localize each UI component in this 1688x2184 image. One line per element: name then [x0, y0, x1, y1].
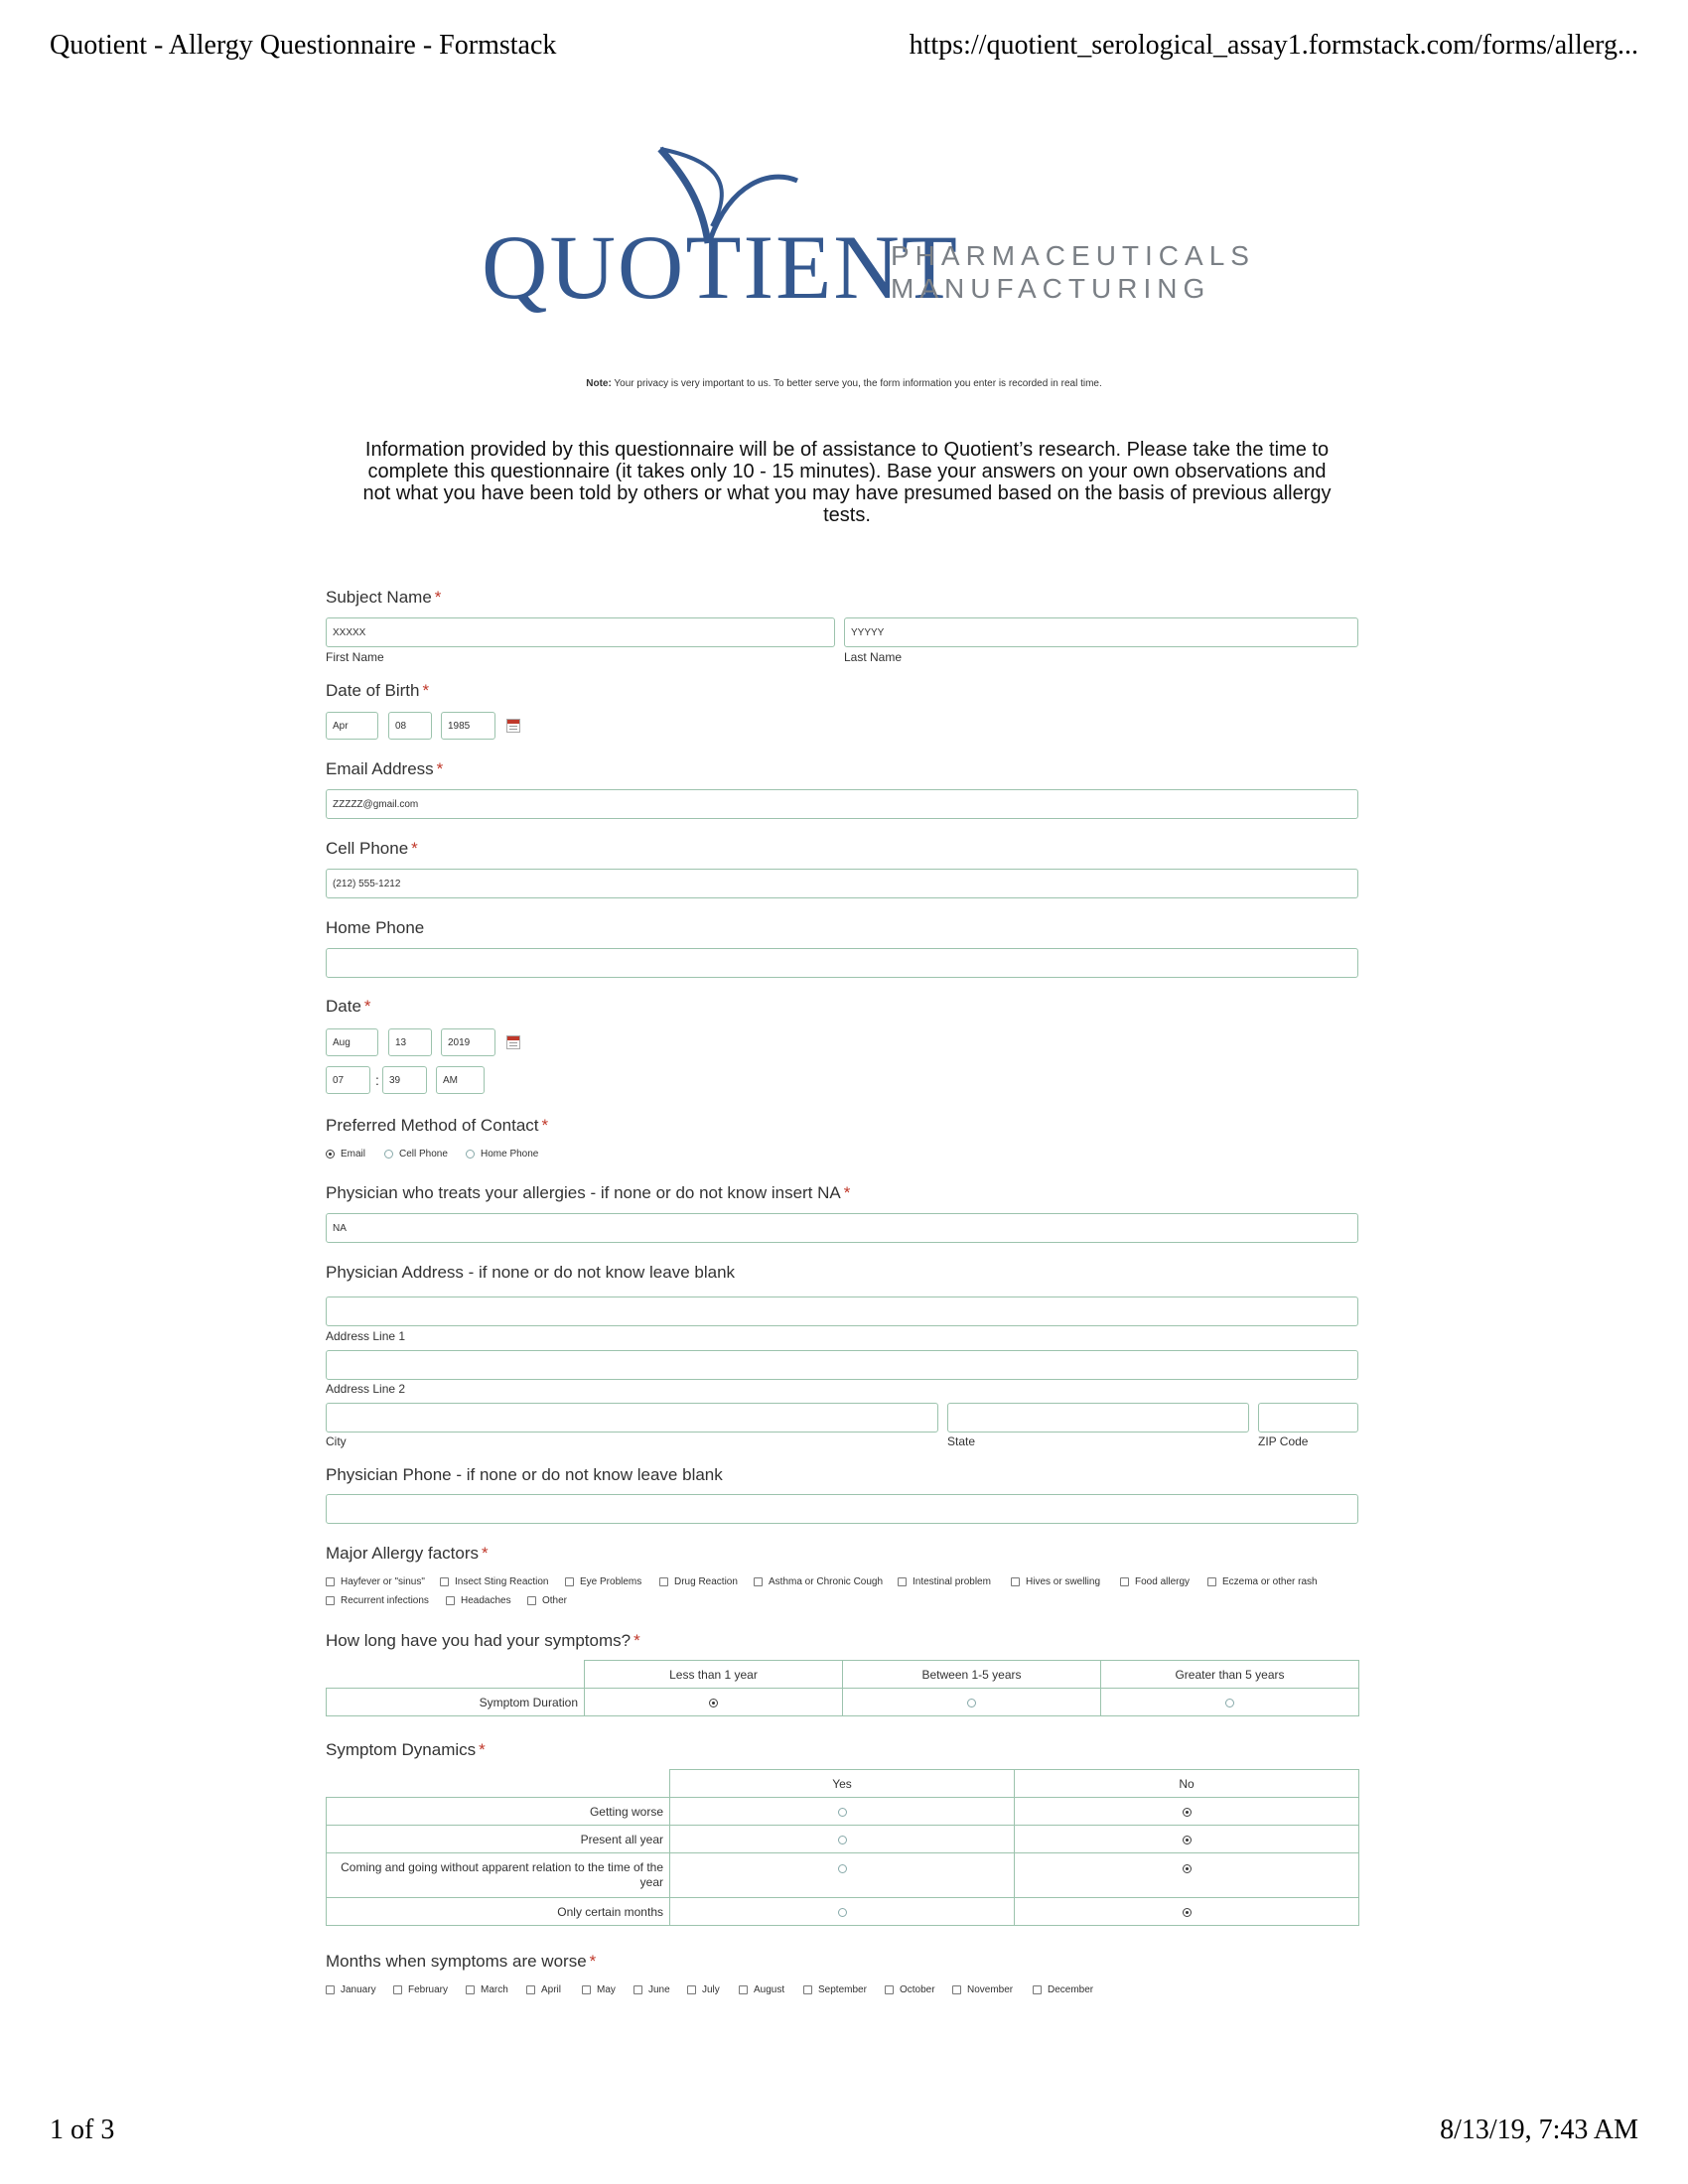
print-footer	[50, 2115, 1638, 2146]
physician-label: Physician who treats your allergies - if none or do not know insert NA *	[326, 1183, 851, 1202]
matrix-corner	[327, 1661, 585, 1689]
physician-phone-label: Physician Phone - if none or do not know leave blank	[326, 1465, 723, 1484]
month-checkbox[interactable]	[393, 1985, 402, 1994]
dynamics-col-header: Yes	[670, 1770, 1015, 1798]
address-line1-sublabel: Address Line 1	[326, 1329, 406, 1343]
month-option[interactable]: November	[952, 1984, 1013, 1995]
subject-name-label: Subject Name *	[326, 588, 442, 607]
duration-radio-1to5[interactable]	[967, 1699, 976, 1707]
factor-option[interactable]: Eye Problems	[565, 1576, 641, 1587]
privacy-note-label: Note:	[586, 378, 612, 389]
privacy-note-text: Your privacy is very important to us. To better serve you, the form information you enter is recorded in real time.	[611, 378, 1102, 389]
factor-option[interactable]: Insect Sting Reaction	[440, 1576, 549, 1587]
dynamics-row-label: Coming and going without apparent relation to the time of the year	[327, 1853, 670, 1898]
dynamics-row-label: Getting worse	[327, 1798, 670, 1826]
print-header	[50, 30, 1638, 62]
city-sublabel: City	[326, 1434, 347, 1448]
factor-checkbox[interactable]	[1207, 1577, 1216, 1586]
quotient-logo	[482, 149, 1255, 318]
month-checkbox[interactable]	[952, 1985, 961, 1994]
month-option[interactable]: February	[393, 1984, 448, 1995]
first-name-input[interactable]	[326, 617, 835, 647]
email-label: Email Address *	[326, 759, 444, 778]
dynamics-col-header: No	[1015, 1770, 1359, 1798]
factor-option[interactable]: Asthma or Chronic Cough	[754, 1576, 883, 1587]
city-input[interactable]	[326, 1403, 938, 1433]
duration-radio-lt1[interactable]	[709, 1699, 718, 1707]
contact-option-cell[interactable]: Cell Phone	[384, 1149, 448, 1160]
cell-phone-input[interactable]	[326, 869, 1358, 898]
privacy-note	[0, 378, 1688, 389]
duration-row-label: Symptom Duration	[327, 1689, 585, 1716]
dynamics-cell[interactable]	[1015, 1798, 1359, 1826]
time-ampm-select[interactable]	[436, 1066, 485, 1094]
address-line2-sublabel: Address Line 2	[326, 1382, 406, 1396]
dynamics-row-label: Only certain months	[327, 1898, 670, 1926]
table-row	[327, 1689, 1359, 1716]
contact-radio-home[interactable]	[466, 1150, 475, 1159]
symptom-duration-label: How long have you had your symptoms? *	[326, 1631, 640, 1650]
month-option[interactable]: April	[526, 1984, 561, 1995]
month-checkbox[interactable]	[1033, 1985, 1042, 1994]
table-row	[327, 1853, 1359, 1898]
physician-phone-input[interactable]	[326, 1494, 1358, 1524]
month-checkbox[interactable]	[687, 1985, 696, 1994]
page-number: 1 of 3	[50, 2115, 115, 2145]
contact-option-email[interactable]: Email	[326, 1149, 365, 1160]
cell-phone-label: Cell Phone *	[326, 839, 418, 858]
date-day-input[interactable]	[388, 1028, 432, 1056]
duration-cell[interactable]	[585, 1689, 843, 1716]
matrix-corner	[327, 1770, 670, 1798]
page-url: https://quotient_serological_assay1.formstack.com/forms/allerg...	[909, 30, 1638, 61]
factor-option[interactable]: Recurrent infections	[326, 1595, 429, 1606]
dynamics-cell[interactable]	[1015, 1853, 1359, 1898]
factor-checkbox[interactable]	[326, 1577, 335, 1586]
dynamics-radio-no[interactable]	[1183, 1864, 1192, 1873]
contact-option-home[interactable]: Home Phone	[466, 1149, 538, 1160]
address-line2-input[interactable]	[326, 1350, 1358, 1380]
factor-checkbox[interactable]	[446, 1596, 455, 1605]
month-option[interactable]: March	[466, 1984, 508, 1995]
duration-col-header: Greater than 5 years	[1101, 1661, 1359, 1689]
state-sublabel: State	[947, 1434, 976, 1448]
dynamics-cell[interactable]	[670, 1898, 1015, 1926]
factor-checkbox[interactable]	[326, 1596, 335, 1605]
dob-label: Date of Birth *	[326, 681, 430, 700]
month-checkbox[interactable]	[739, 1985, 748, 1994]
email-input[interactable]	[326, 789, 1358, 819]
dynamics-matrix	[326, 1769, 1359, 1926]
month-checkbox[interactable]	[466, 1985, 475, 1994]
duration-radio-gt5[interactable]	[1225, 1699, 1234, 1707]
factor-option[interactable]: Food allergy	[1120, 1576, 1190, 1587]
factor-checkbox[interactable]	[1120, 1577, 1129, 1586]
month-checkbox[interactable]	[803, 1985, 812, 1994]
table-row	[327, 1798, 1359, 1826]
last-name-sublabel: Last Name	[844, 650, 903, 664]
dob-year-input[interactable]	[441, 712, 495, 740]
dynamics-cell[interactable]	[670, 1826, 1015, 1853]
zip-sublabel: ZIP Code	[1258, 1434, 1309, 1448]
address-line1-input[interactable]	[326, 1297, 1358, 1326]
time-minute-input[interactable]	[382, 1066, 427, 1094]
dob-month-input[interactable]	[326, 712, 378, 740]
zip-input[interactable]	[1258, 1403, 1358, 1433]
home-phone-label: Home Phone	[326, 918, 425, 937]
logo-word: QUOTIENT	[482, 216, 959, 318]
allergy-factors-label: Major Allergy factors *	[326, 1544, 489, 1563]
print-timestamp: 8/13/19, 7:43 AM	[1440, 2115, 1638, 2145]
factor-option[interactable]: Hives or swelling	[1011, 1576, 1100, 1587]
time-hour-input[interactable]	[326, 1066, 370, 1094]
factor-checkbox[interactable]	[440, 1577, 449, 1586]
month-option[interactable]: September	[803, 1984, 867, 1995]
dob-calendar-icon[interactable]	[506, 719, 520, 733]
state-select[interactable]	[947, 1403, 1249, 1433]
month-option[interactable]: May	[582, 1984, 616, 1995]
factor-option[interactable]: Eczema or other rash	[1207, 1576, 1318, 1587]
factor-option[interactable]: Drug Reaction	[659, 1576, 738, 1587]
contact-radio-cell[interactable]	[384, 1150, 393, 1159]
factor-checkbox[interactable]	[565, 1577, 574, 1586]
physician-input[interactable]	[326, 1213, 1358, 1243]
duration-col-header: Less than 1 year	[585, 1661, 843, 1689]
month-checkbox[interactable]	[526, 1985, 535, 1994]
dob-day-input[interactable]	[388, 712, 432, 740]
physician-address-label: Physician Address - if none or do not know leave blank	[326, 1263, 736, 1282]
factor-checkbox[interactable]	[659, 1577, 668, 1586]
page-title: Quotient - Allergy Questionnaire - Formstack	[50, 30, 557, 61]
month-option[interactable]: July	[687, 1984, 720, 1995]
contact-method-label: Preferred Method of Contact *	[326, 1116, 549, 1135]
last-name-input[interactable]	[844, 617, 1358, 647]
month-option[interactable]: December	[1033, 1984, 1093, 1995]
intro-text: Information provided by this questionnaire will be of assistance to Quotient’s research. Please take the time to complete this questionnaire (it takes only 10 - 15 minutes). Base your answers on your own observations and not what you have been told by others or what you may have presumed based on the basis of previous allergy tests.	[362, 439, 1332, 526]
factor-option[interactable]: Headaches	[446, 1595, 511, 1606]
symptom-dynamics-label: Symptom Dynamics *	[326, 1740, 486, 1759]
factor-checkbox[interactable]	[898, 1577, 907, 1586]
duration-matrix	[326, 1660, 1359, 1716]
contact-radio-email[interactable]	[326, 1150, 335, 1159]
dynamics-radio-yes[interactable]	[838, 1864, 847, 1873]
duration-cell[interactable]	[1101, 1689, 1359, 1716]
month-option[interactable]: August	[739, 1984, 784, 1995]
home-phone-input[interactable]	[326, 948, 1358, 978]
factor-option[interactable]: Other	[527, 1595, 567, 1606]
dynamics-radio-no[interactable]	[1183, 1836, 1192, 1844]
factor-option[interactable]: Intestinal problem	[898, 1576, 991, 1587]
dynamics-cell[interactable]	[1015, 1898, 1359, 1926]
factor-checkbox[interactable]	[527, 1596, 536, 1605]
month-checkbox[interactable]	[633, 1985, 642, 1994]
date-calendar-icon[interactable]	[506, 1035, 520, 1049]
month-checkbox[interactable]	[885, 1985, 894, 1994]
logo-line-1: PHARMACEUTICALS	[891, 240, 1255, 271]
factor-checkbox[interactable]	[1011, 1577, 1020, 1586]
dynamics-radio-no[interactable]	[1183, 1808, 1192, 1817]
table-row	[327, 1826, 1359, 1853]
dynamics-radio-yes[interactable]	[838, 1836, 847, 1844]
factor-option[interactable]: Hayfever or "sinus"	[326, 1576, 425, 1587]
dynamics-cell[interactable]	[670, 1798, 1015, 1826]
date-month-input[interactable]	[326, 1028, 378, 1056]
duration-col-header: Between 1-5 years	[843, 1661, 1101, 1689]
month-option[interactable]: October	[885, 1984, 935, 1995]
dynamics-row-label: Present all year	[327, 1826, 670, 1853]
first-name-sublabel: First Name	[326, 650, 384, 664]
month-option[interactable]: January	[326, 1984, 376, 1995]
time-colon: :	[375, 1072, 379, 1088]
date-year-input[interactable]	[441, 1028, 495, 1056]
dynamics-radio-yes[interactable]	[838, 1808, 847, 1817]
dynamics-cell[interactable]	[1015, 1826, 1359, 1853]
dynamics-radio-yes[interactable]	[838, 1908, 847, 1917]
duration-cell[interactable]	[843, 1689, 1101, 1716]
date-label: Date *	[326, 997, 371, 1016]
logo-line-2: MANUFACTURING	[891, 273, 1211, 304]
table-row	[327, 1898, 1359, 1926]
dynamics-cell[interactable]	[670, 1853, 1015, 1898]
month-checkbox[interactable]	[326, 1985, 335, 1994]
month-checkbox[interactable]	[582, 1985, 591, 1994]
months-worse-label: Months when symptoms are worse *	[326, 1952, 597, 1971]
month-option[interactable]: June	[633, 1984, 670, 1995]
dynamics-radio-no[interactable]	[1183, 1908, 1192, 1917]
quotient-logo-mark	[482, 149, 1255, 318]
factor-checkbox[interactable]	[754, 1577, 763, 1586]
